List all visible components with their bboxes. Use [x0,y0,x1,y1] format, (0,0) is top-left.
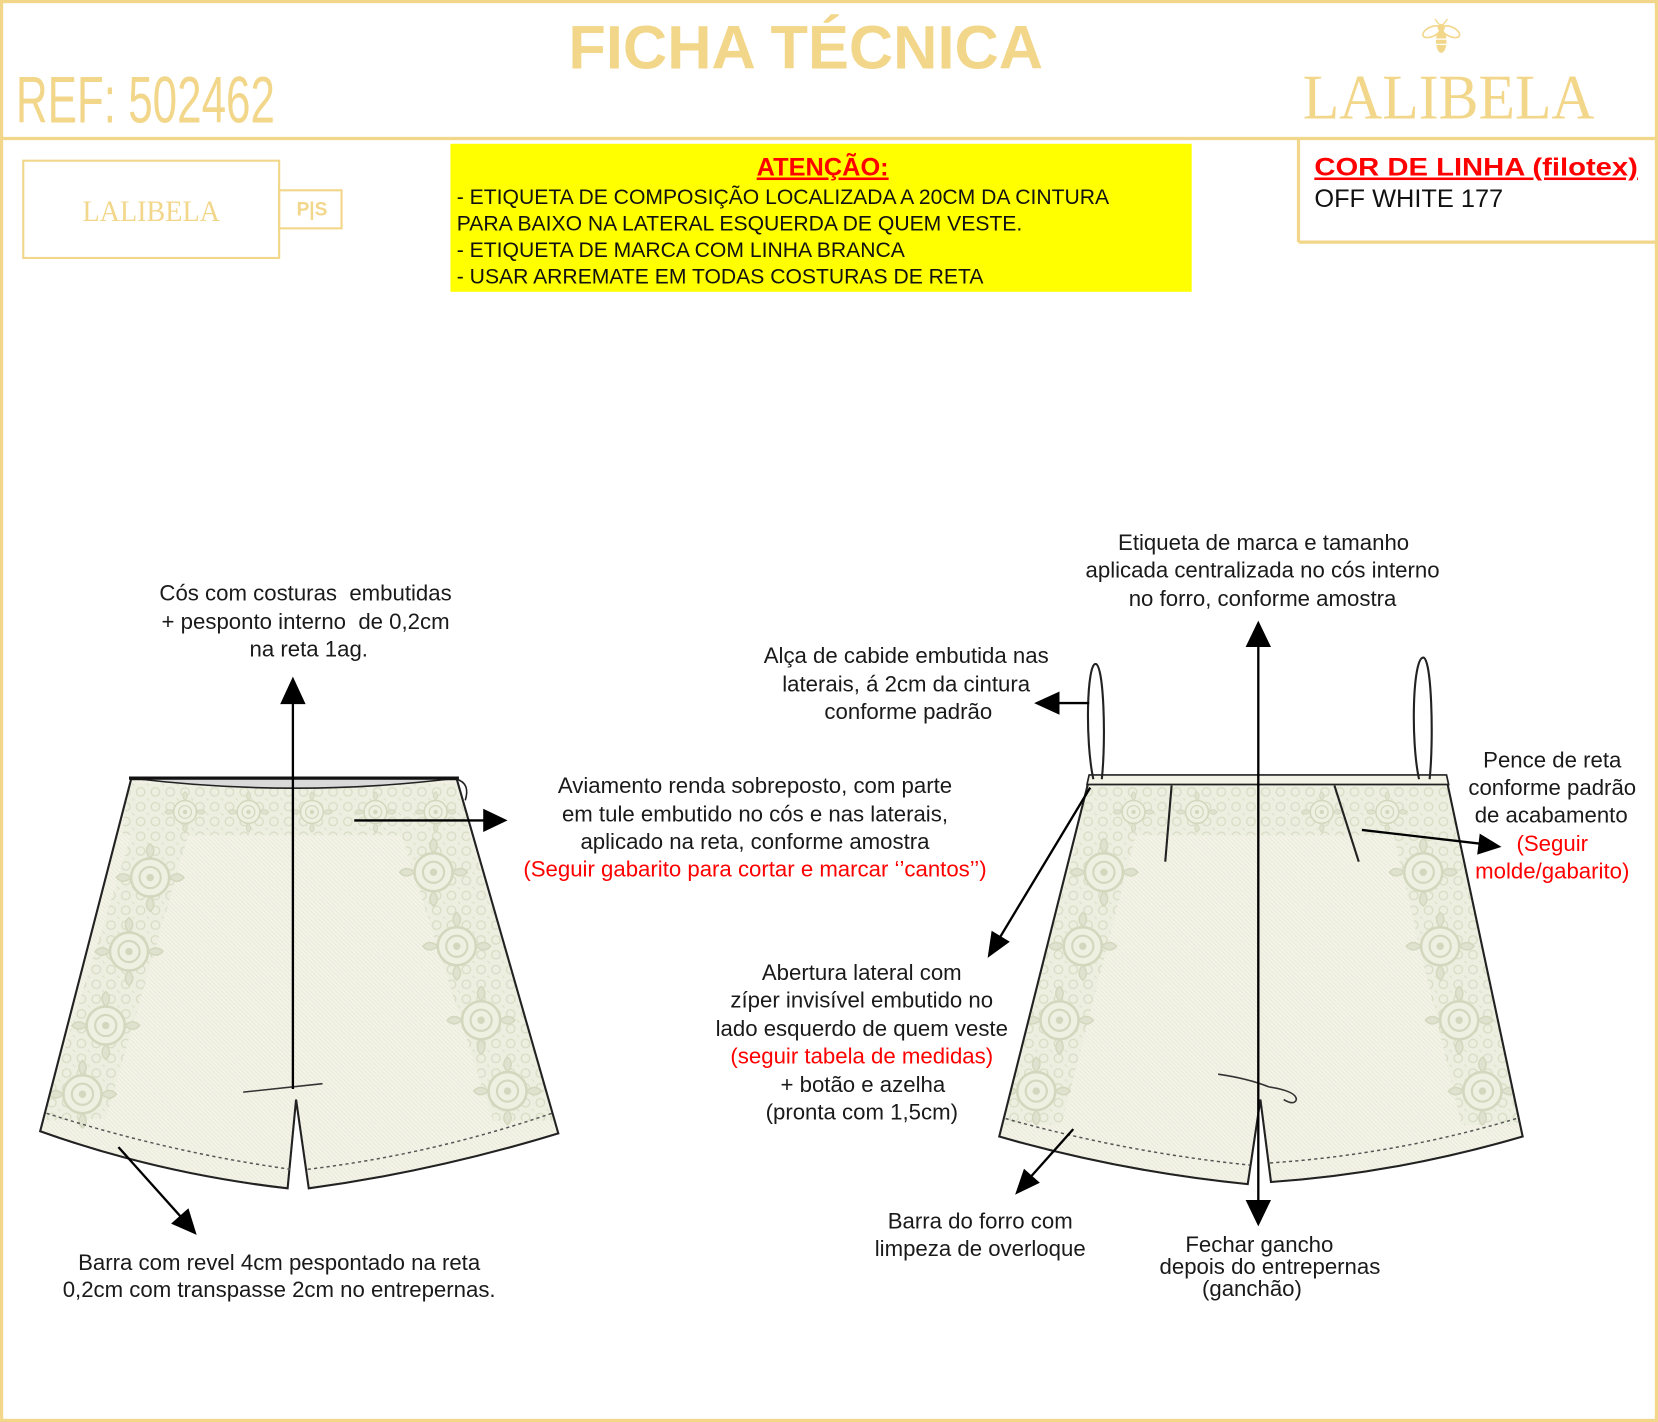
dart-note-warning: (Seguir [1516,831,1589,857]
back-waistband [1087,775,1449,785]
front-shorts-drawing [40,778,558,1188]
attention-line: - ETIQUETA DE COMPOSIÇÃO LOCALIZADA A 20CM DA CINTURA [456,186,1110,210]
dart-note-line: de acabamento [1474,802,1628,828]
zipper-note-line: (pronta com 1,5cm) [765,1099,958,1125]
thread-color-value: OFF WHITE 177 [1314,185,1504,214]
lining-note-line: limpeza de overloque [874,1236,1086,1262]
size-tab-text: P|S [296,199,328,221]
zipper-note-warning: (seguir tabela de medidas) [730,1043,994,1069]
hem-note-line: 0,2cm com transpasse 2cm no entrepernas. [62,1277,496,1303]
loop-note-line: laterais, á 2cm da cintura [782,671,1031,697]
waistband-note-line: + pesponto interno de 0,2cm [161,609,450,635]
label-note-line: Etiqueta de marca e tamanho [1118,529,1410,555]
front-lace-note [523,773,986,882]
loop-note-line: Alça de cabide embutida nas [763,642,1049,668]
crotch-note-line: (ganchão) [1201,1276,1302,1302]
reference-code: REF: 502462 [15,63,275,137]
attention-line: - ETIQUETA DE MARCA COM LINHA BRANCA [456,238,905,262]
crotch-note-line: Fechar gancho [1185,1231,1334,1257]
crotch-note-line: depois do entrepernas [1159,1253,1381,1279]
waistband-note-line: na reta 1ag. [249,636,368,662]
zipper-note-line: Abertura lateral com [761,960,962,986]
back-crotch-note [1160,1232,1381,1301]
hem-note-line: Barra com revel 4cm pespontado na reta [78,1249,481,1275]
zipper-note-line: zíper invisível embutido no [730,987,994,1013]
back-shorts-drawing [998,658,1522,1185]
attention-box [450,144,1191,292]
back-label-note [1086,530,1440,611]
attention-line: - USAR ARREMATE EM TODAS COSTURAS DE RETA [456,265,984,289]
dart-note-warning: molde/gabarito) [1475,858,1630,884]
dart-note-line: conforme padrão [1468,775,1637,801]
waistband-note-line: Cós com costuras embutidas [159,580,452,606]
thread-color-box [1298,138,1658,242]
lining-note-line: Barra do forro com [887,1208,1073,1234]
hanger-loop-right [1414,658,1432,780]
loop-note-line: conforme padrão [824,698,993,724]
back-lining-note [875,1209,1086,1261]
front-hem-note [63,1250,496,1302]
thread-color-title: COR DE LINHA (filotex) [1314,153,1638,182]
dart-note-line: Pence de reta [1483,747,1622,773]
label-brand-text: LALIBELA [82,195,221,228]
page-title: FICHA TÉCNICA [568,12,1044,82]
attention-line: PARA BAIXO NA LATERAL ESQUERDA DE QUEM VESTE. [456,212,1023,236]
back-loop-note [764,643,1049,724]
attention-title: ATENÇÃO: [756,153,889,182]
lace-note-line: aplicado na reta, conforme amostra [580,828,930,854]
brand-label-tag [23,161,341,258]
zipper-note-line: + botão e azelha [780,1072,946,1098]
zipper-note-line: lado esquerdo de quem veste [715,1016,1008,1042]
bee-icon [1421,19,1461,53]
back-loop-arrow [1034,691,1089,714]
lace-note-warning: (Seguir gabarito para cortar e marcar ‘’cantos’’) [523,856,987,882]
label-note-line: no forro, conforme amostra [1128,585,1397,611]
hanger-loop-left [1088,664,1104,779]
lace-note-line: em tule embutido no cós e nas laterais, [561,801,949,827]
label-note-line: aplicada centralizada no cós interno [1085,557,1440,583]
brand-logo-text: LALIBELA [1302,61,1595,133]
back-zipper-note [716,960,1008,1125]
back-dart-note [1468,748,1636,884]
front-waistband-note [159,581,451,662]
lace-note-line: Aviamento renda sobreposto, com parte [557,772,953,798]
